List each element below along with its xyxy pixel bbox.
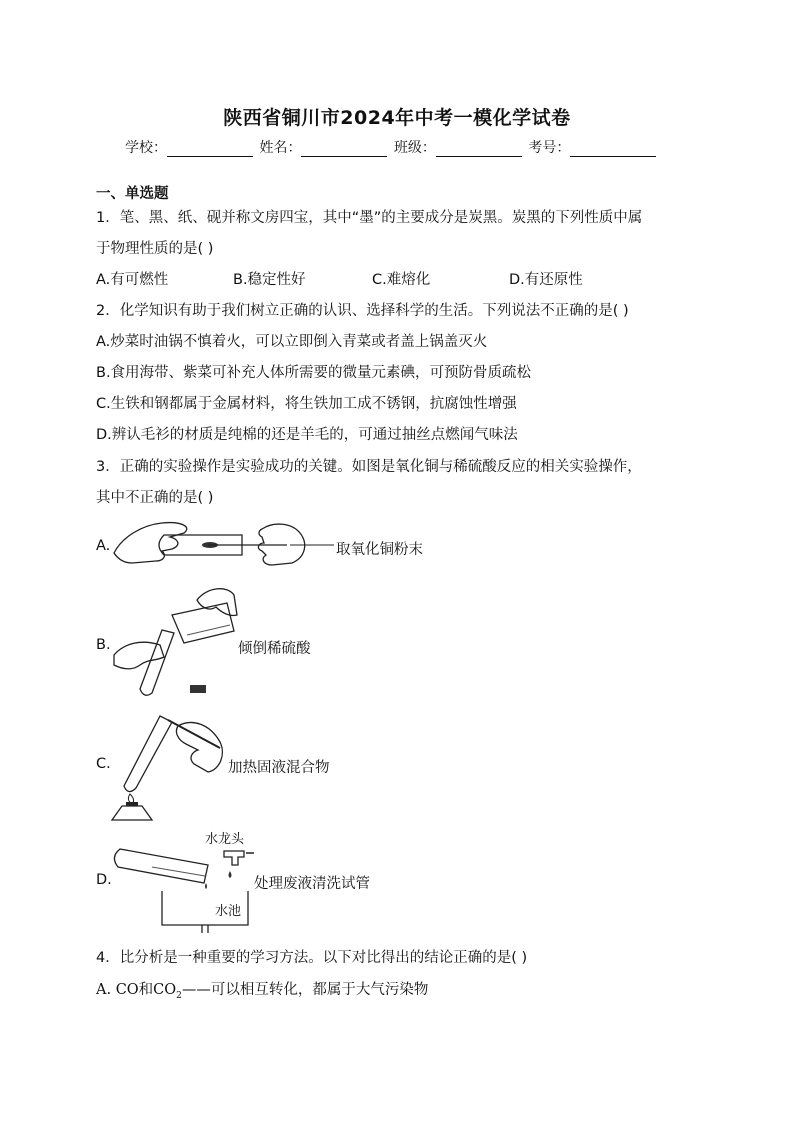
- q4-option-a-prefix: A. CO和: [96, 982, 154, 998]
- section-heading: 一、单选题: [96, 186, 169, 202]
- q2-option-b[interactable]: B.食用海带、紫菜可补充人体所需要的微量元素碘，可预防骨质疏松: [96, 365, 532, 381]
- q3-option-a-caption: 取氧化铜粉末: [336, 542, 423, 558]
- name-label: 姓名：: [259, 140, 302, 156]
- q3-option-a-letter[interactable]: A.: [96, 538, 111, 554]
- page-title: 陕西省铜川市2024年中考一模化学试卷: [223, 107, 571, 129]
- q3-option-b-letter[interactable]: B.: [96, 637, 111, 653]
- q1-stem-line2: 于物理性质的是( ): [96, 241, 214, 257]
- co2-subscript: 2: [176, 990, 182, 1001]
- q4-option-a[interactable]: [96, 978, 428, 1001]
- q4-option-a-suffix: ——可以相互转化，都属于大气污染物: [181, 982, 429, 998]
- q3-option-a-figure: [112, 515, 337, 570]
- class-blank[interactable]: [436, 142, 522, 157]
- school-label: 学校：: [125, 140, 167, 156]
- q3-option-c-caption: 加热固液混合物: [228, 760, 330, 776]
- q4-option-a-formula: [153, 982, 182, 1001]
- q3-stem-line2: 其中不正确的是( ): [96, 490, 214, 506]
- q2-option-c[interactable]: C.生铁和钢都属于金属材料，将生铁加工成不锈钢，抗腐蚀性增强: [96, 396, 517, 412]
- q3-option-c-letter[interactable]: C.: [96, 756, 111, 772]
- number-blank[interactable]: [570, 142, 656, 157]
- q3-option-d-figure: [112, 843, 257, 933]
- q1-options: [96, 268, 583, 289]
- q3-option-d-letter[interactable]: D.: [96, 872, 112, 888]
- q2-stem: 2．化学知识有助于我们树立正确的认识、选择科学的生活。下列说法不正确的是( ): [96, 303, 629, 319]
- co2-formula: CO: [153, 982, 177, 998]
- q3-option-c-figure: [108, 708, 230, 823]
- q3-option-b-caption: 倾倒稀硫酸: [238, 641, 311, 657]
- student-info-row: [125, 137, 658, 157]
- q3-option-b-figure: [112, 585, 242, 700]
- class-label: 班级：: [393, 140, 436, 156]
- q1-option-c[interactable]: C.难熔化: [372, 272, 431, 288]
- q3-option-d-sink-label: 水池: [215, 904, 242, 919]
- q3-option-d-caption: 处理废液清洗试管: [254, 876, 370, 892]
- q1-option-d[interactable]: D.有还原性: [509, 272, 583, 288]
- q1-option-a[interactable]: A.有可燃性: [96, 272, 169, 288]
- q2-option-d[interactable]: D.辨认毛衫的材质是纯棉的还是羊毛的，可通过抽丝点燃闻气味法: [96, 427, 518, 443]
- q3-option-d-tap-label: 水龙头: [205, 832, 245, 847]
- q4-stem: 4．比分析是一种重要的学习方法。以下对比得出的结论正确的是( ): [96, 950, 528, 966]
- number-label: 考号：: [528, 140, 571, 156]
- q2-option-a[interactable]: A.炒菜时油锅不慎着火，可以立即倒入青菜或者盖上锅盖灭火: [96, 334, 488, 350]
- name-blank[interactable]: [301, 142, 387, 157]
- q1-stem-line1: 1．笔、黑、纸、砚并称文房四宝，其中“墨”的主要成分是炭黑。炭黑的下列性质中属: [96, 210, 643, 226]
- q1-option-b[interactable]: B.稳定性好: [233, 272, 306, 288]
- q3-stem-line1: 3．正确的实验操作是实验成功的关键。如图是氧化铜与稀硫酸反应的相关实验操作，: [96, 459, 642, 475]
- school-blank[interactable]: [167, 142, 253, 157]
